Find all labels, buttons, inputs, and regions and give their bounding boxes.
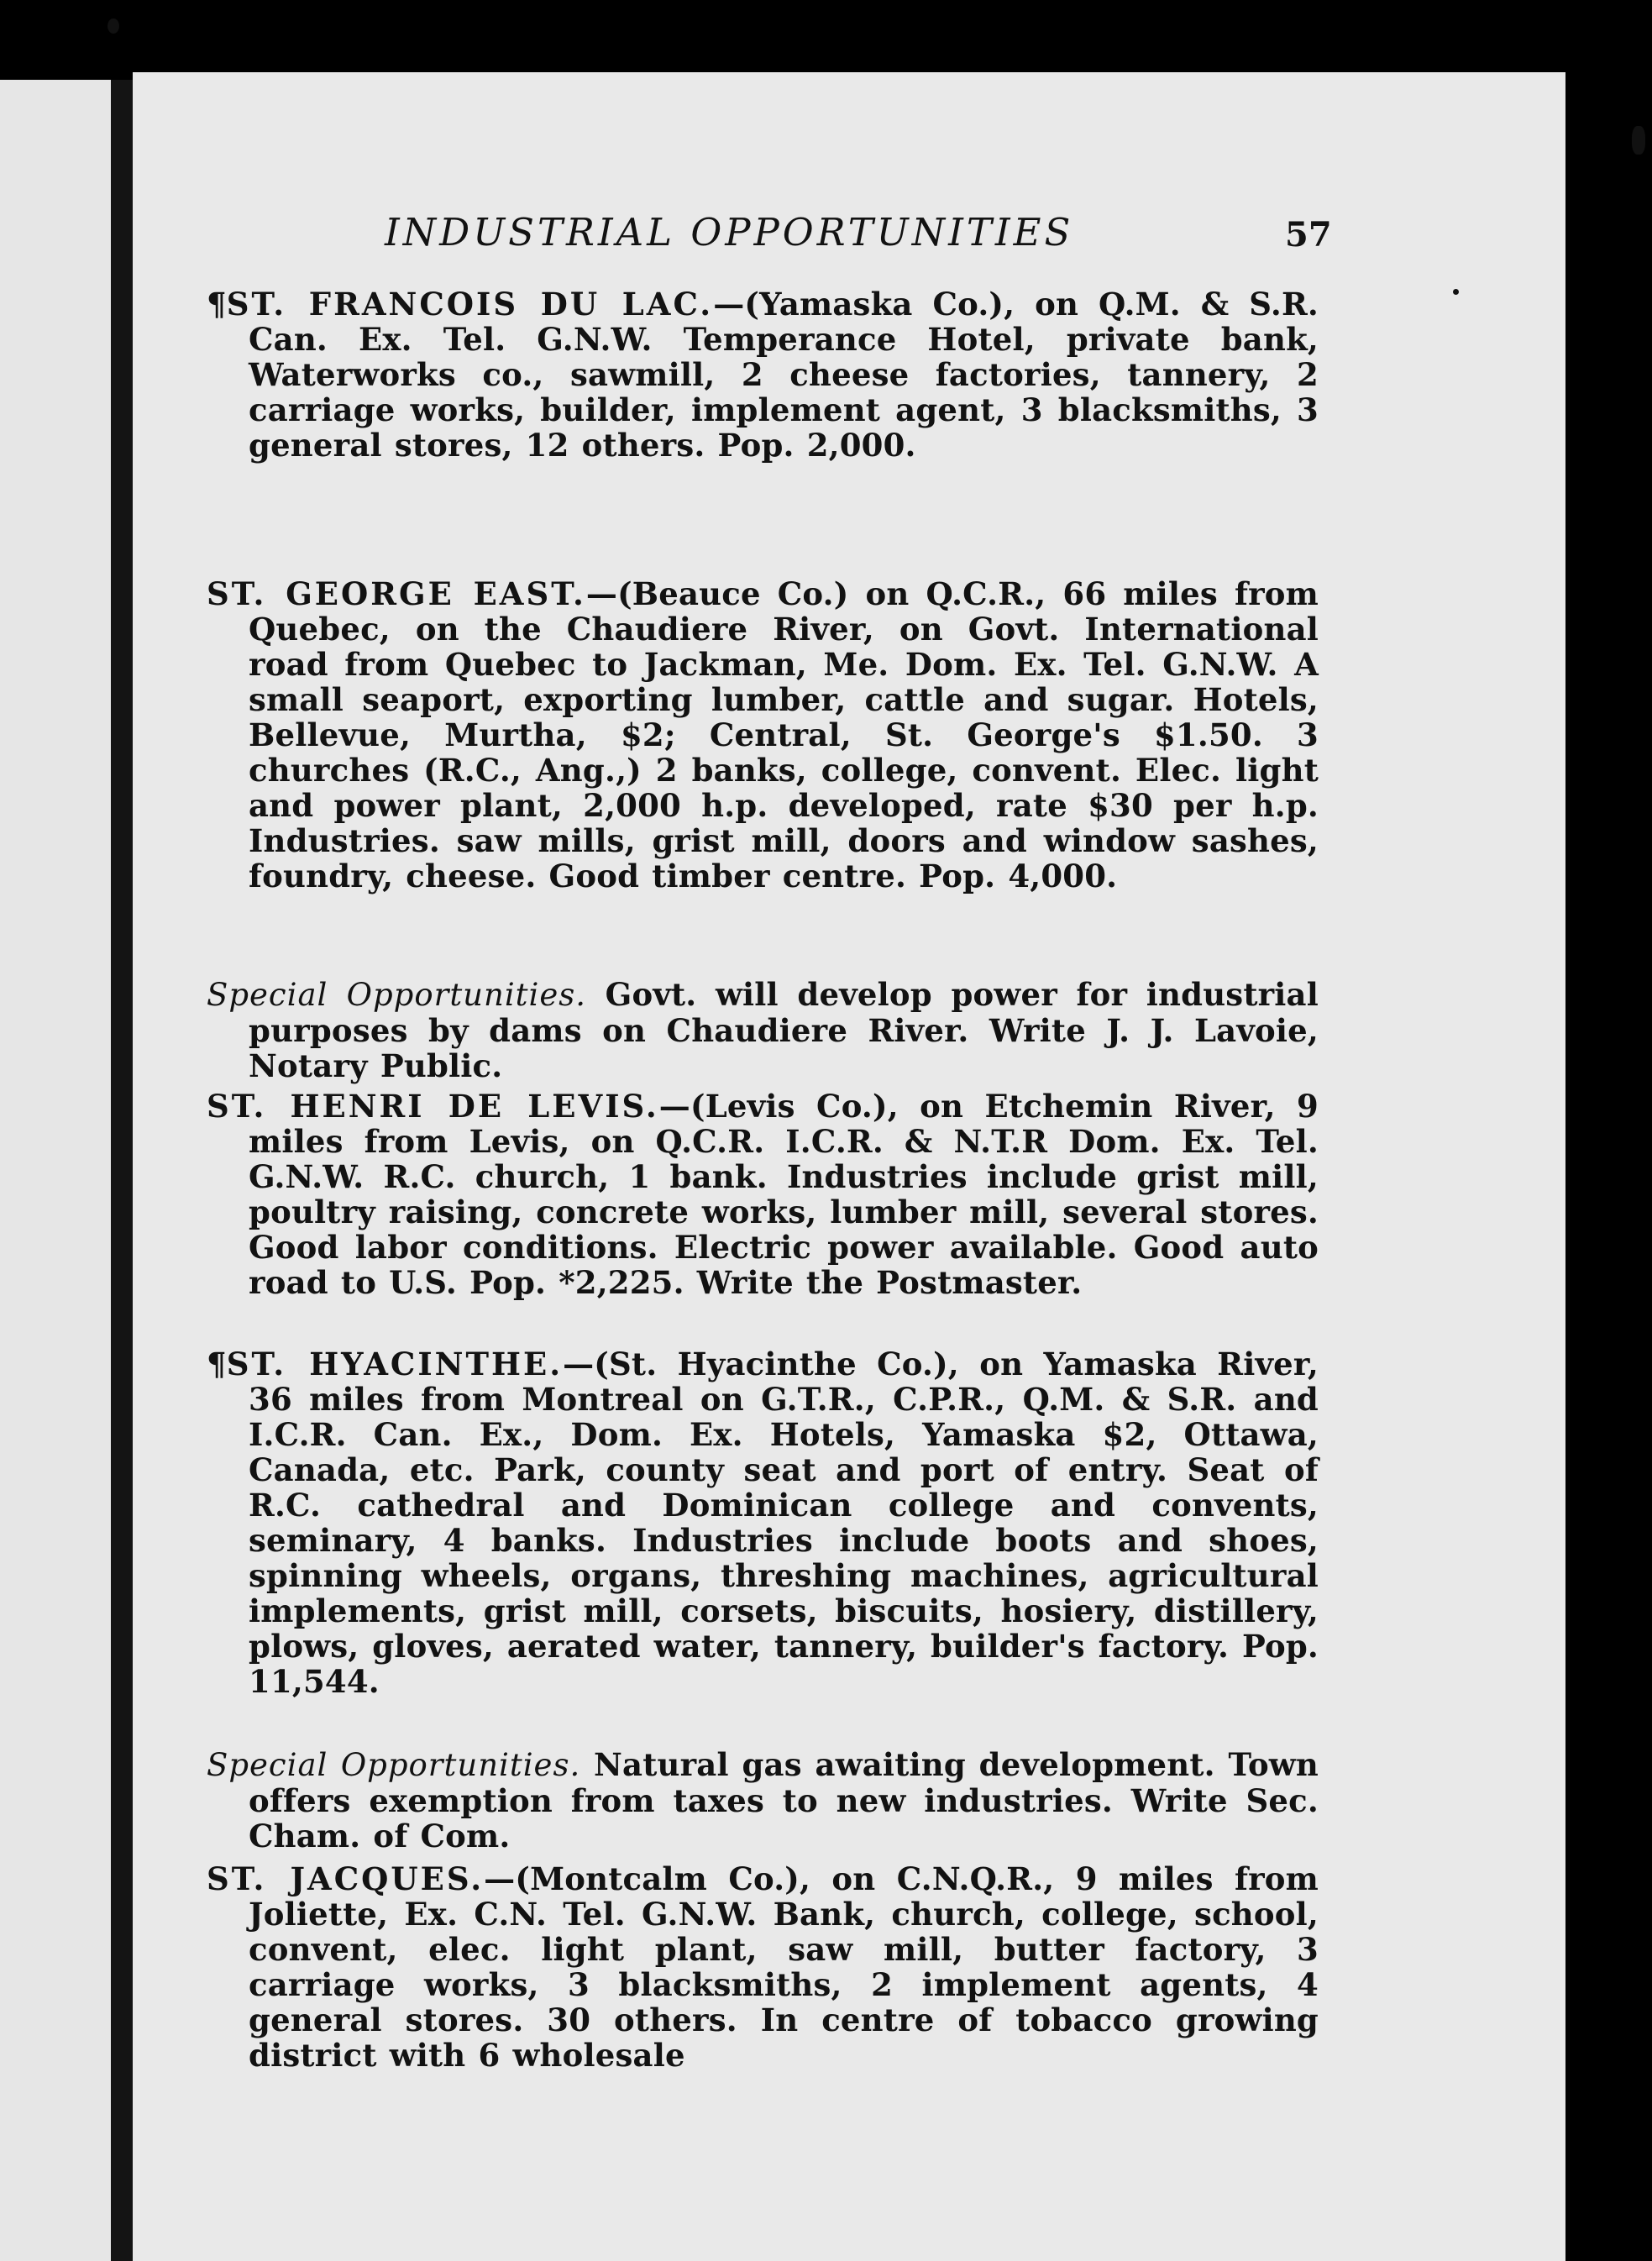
gazetteer-entry	[207, 286, 1319, 463]
speck-mark	[1632, 126, 1645, 155]
special-opportunities-note	[207, 1747, 1319, 1854]
adjacent-page-edge	[0, 80, 111, 2261]
special-opportunities-note	[207, 977, 1319, 1083]
page-number: 57	[1285, 215, 1332, 254]
book-gutter	[111, 80, 133, 2261]
place-name: ST. GEORGE EAST.	[207, 575, 586, 612]
special-opportunities-text: Govt. will develop power for industrial purposes by dams on Chaudiere River. Write J. J. Lavoie, Notary Public.	[249, 976, 1319, 1084]
special-opportunities-label: Special Opportunities.	[207, 1747, 581, 1783]
place-name: ST. FRANCOIS DU LAC.	[226, 286, 714, 323]
entry-description: —(Levis Co.), on Etchemin River, 9 miles from Levis, on Q.C.R. I.C.R. & N.T.R Dom. Ex. Tel. G.N.W. R.C. church, 1 bank. Industries include grist mill, poultry raising, concrete works, lumber mill, several stores. Good labor conditions. Electric power available. Good auto road to U.S. Pop. *2,225. Write the Postmaster.	[249, 1088, 1319, 1301]
book-page	[133, 72, 1565, 2261]
place-name: ST. HENRI DE LEVIS.	[207, 1088, 659, 1125]
running-title: INDUSTRIAL OPPORTUNITIES	[385, 210, 1074, 254]
entry-description: —(Beauce Co.) on Q.C.R., 66 miles from Quebec, on the Chaudiere River, on Govt. International road from Quebec to Jackman, Me. Dom. Ex. Tel. G.N.W. A small seaport, exporting lumber, cattle and sugar. Hotels, Bellevue, Murtha, $2; Central, St. George's $1.50. 3 churches (R.C., Ang.,) 2 banks, college, convent. Elec. light and power plant, 2,000 h.p. developed, rate $30 per h.p. Industries. saw mills, grist mill, doors and window sashes, foundry, cheese. Good timber centre. Pop. 4,000.	[249, 575, 1319, 894]
paragraph-mark: ¶	[207, 1346, 227, 1382]
gazetteer-entry	[207, 1089, 1319, 1300]
gazetteer-entry	[207, 576, 1319, 894]
paragraph-mark: ¶	[207, 286, 227, 323]
page-content	[133, 72, 1565, 2261]
entry-description: —(St. Hyacinthe Co.), on Yamaska River, 36 miles from Montreal on G.T.R., C.P.R., Q.M. & S.R. and I.C.R. Can. Ex., Dom. Ex. Hotels, Yamaska $2, Ottawa, Canada, etc. Park, county seat and port of entry. Seat of R.C. cathedral and Dominican college and convents, seminary, 4 banks. Industries include boots and shoes, spinning wheels, organs, threshing machines, agricultural implements, grist mill, corsets, biscuits, hosiery, distillery, plows, gloves, aerated water, tannery, builder's factory. Pop. 11,544.	[249, 1346, 1319, 1700]
speck-mark	[108, 18, 119, 34]
gazetteer-entry	[207, 1861, 1319, 2073]
gazetteer-entry	[207, 1346, 1319, 1699]
place-name: ST. HYACINTHE.	[226, 1346, 564, 1382]
special-opportunities-text: Natural gas awaiting development. Town offers exemption from taxes to new industries. Write Sec. Cham. of Com.	[249, 1746, 1319, 1854]
place-name: ST. JACQUES.	[207, 1860, 485, 1897]
entry-description: —(Montcalm Co.), on C.N.Q.R., 9 miles from Joliette, Ex. C.N. Tel. G.N.W. Bank, church, college, school, convent, elec. light plant, saw mill, butter factory, 3 carriage works, 3 blacksmiths, 2 implement agents, 4 general stores. 30 others. In centre of tobacco growing district with 6 wholesale	[249, 1860, 1319, 2074]
entry-description: —(Yamaska Co.), on Q.M. & S.R. Can. Ex. Tel. G.N.W. Temperance Hotel, private bank, Waterworks co., sawmill, 2 cheese factories, tannery, 2 carriage works, builder, implement agent, 3 blacksmiths, 3 general stores, 12 others. Pop. 2,000.	[249, 286, 1319, 464]
special-opportunities-label: Special Opportunities.	[207, 977, 587, 1013]
